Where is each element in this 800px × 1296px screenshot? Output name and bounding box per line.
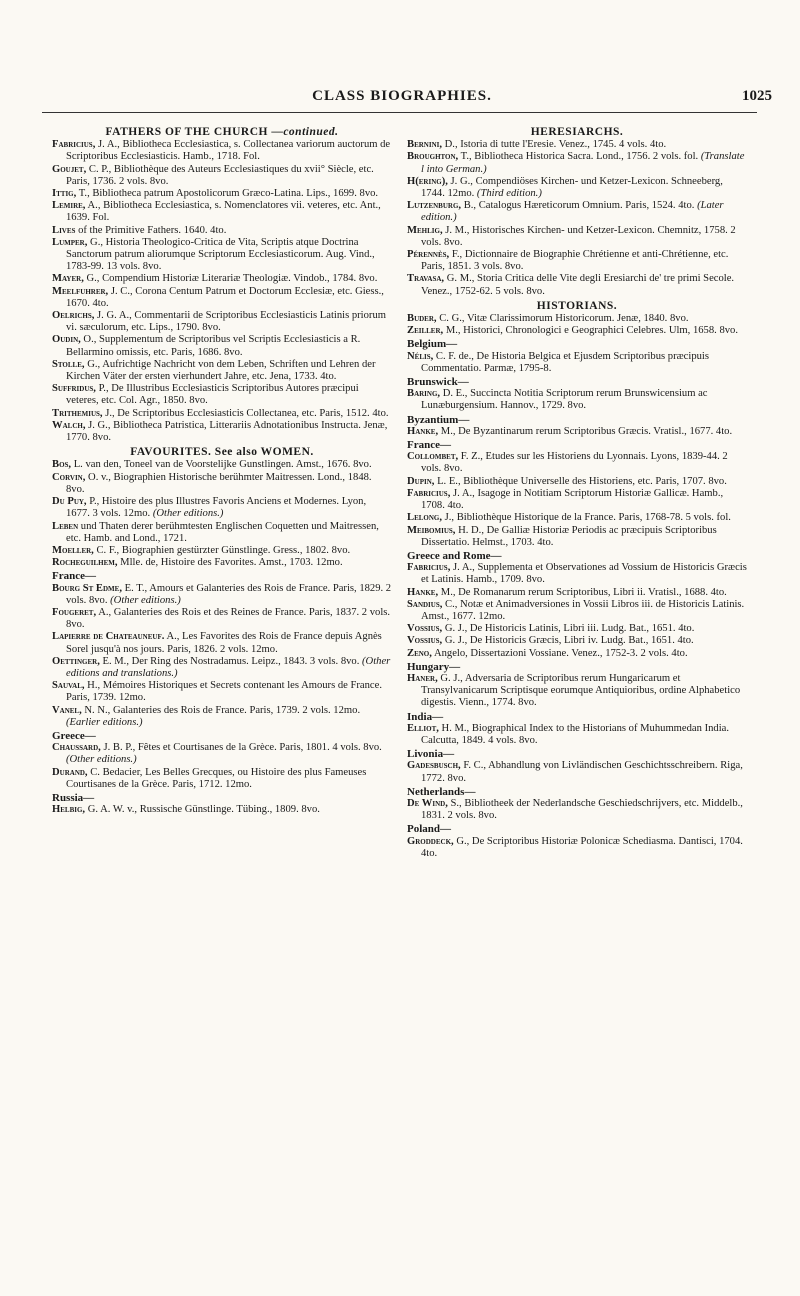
entry-text: J. A., Isagoge in Notitiam Scriptorum Historiæ Gallicæ. Hamb., 1708. 4to. xyxy=(421,487,724,512)
entry-text: J., Bibliothèque Historique de la France. Paris, 1768-78. 5 vols. fol. xyxy=(442,512,731,524)
bibliography-entry xyxy=(407,648,747,660)
subheading-france-historians: France— xyxy=(407,439,451,452)
france-historians-list xyxy=(407,451,747,549)
entry-author: Fabricius, xyxy=(407,487,451,499)
fathers-heading-label: FATHERS OF THE CHURCH — xyxy=(105,126,284,138)
entry-text: H. D., De Galliæ Historiæ Periodis ac præcipuis Scriptoribus Dissertatio. Helmst., 1703. 4to. xyxy=(421,524,717,548)
bibliography-entry xyxy=(52,359,392,383)
entry-text: B., Catalogus Hæreticorum Omnium. Paris, 1524. 4to. xyxy=(461,200,695,212)
running-title: CLASS BIOGRAPHIES. xyxy=(312,88,492,104)
bibliography-entry xyxy=(407,225,747,249)
page-number: 1025 xyxy=(742,88,772,104)
entry-text: G., De Scriptoribus Historiæ Polonicæ Schediasma. Dantisci, 1704. 4to. xyxy=(421,835,743,859)
entry-text: G. A. W. v., Russische Günstlinge. Tübing., 1809. 8vo. xyxy=(85,804,320,816)
entry-author: Vossius, xyxy=(407,623,443,635)
entry-author: Oelrichs, xyxy=(52,310,95,322)
entry-text: C. F., Biographien gestürzter Günstlinge. Gress., 1802. 8vo. xyxy=(93,544,351,556)
entry-author: Mayer, xyxy=(52,273,84,285)
entry-author: De Wind, xyxy=(407,797,448,809)
entry-text: M., Historici, Chronologici e Geographici Celebres. Ulm, 1658. 8vo. xyxy=(443,325,738,337)
favourites-list xyxy=(52,459,392,569)
entry-author: Trithemius, xyxy=(52,407,103,419)
bibliography-entry xyxy=(407,273,747,297)
entry-author: Buder, xyxy=(407,313,437,325)
entry-author: Travasa, xyxy=(407,273,445,285)
entry-author: Gadesbusch, xyxy=(407,760,461,772)
bibliography-entry xyxy=(407,673,747,710)
bibliography-entry xyxy=(407,723,747,747)
entry-text: C. F. de., De Historia Belgica et Ejusdem Scriptoribus præcipuis Commentatio. Parmæ, 1795-8. xyxy=(421,350,709,374)
bibliography-entry xyxy=(407,623,747,635)
bibliography-entry xyxy=(407,451,747,475)
bibliography-entry xyxy=(52,742,392,766)
entry-text: J. A., Bibliotheca Ecclesiastica, s. Collectanea variorum auctorum de Scriptoribus Ecclesiasticis. Hamb., 1718. Fol. xyxy=(66,139,391,163)
entry-author: Haner, xyxy=(407,672,438,684)
byzantium-list xyxy=(407,426,747,438)
section-heading-fathers xyxy=(52,126,392,138)
entry-author: Collombet, xyxy=(407,451,459,463)
entry-text: J. G., Bibliotheca Patristica, Litterariis Adnotationibus Instructa. Jenæ, 1770. 8vo. xyxy=(66,419,388,444)
belgium-list xyxy=(407,351,747,375)
entry-author: Hanke, xyxy=(407,586,439,598)
entry-author: Meibomius, xyxy=(407,524,456,536)
fathers-heading-continued: continued. xyxy=(283,126,339,138)
bibliography-entry xyxy=(407,836,747,860)
bibliography-entry xyxy=(52,680,392,704)
entry-author: Pérennès, xyxy=(407,249,450,261)
bibliography-entry xyxy=(52,225,392,237)
entry-text: C. P., Bibliothèque des Auteurs Ecclesiastiques du xvii° Siècle, etc. Paris, 1736. 2 vols. 8vo. xyxy=(66,163,374,187)
subheading-greece-favourites: Greece— xyxy=(52,729,96,742)
entry-text: G. J., De Historicis Græcis, Libri iv. Ludg. Bat., 1651. 4to. xyxy=(442,635,694,647)
entry-text: J. C., Corona Centum Patrum et Doctorum Ecclesiæ, etc. Giess., 1670. 4to. xyxy=(66,285,384,309)
bibliography-entry xyxy=(407,760,747,784)
entry-text: G., Aufrichtige Nachricht von dem Leben, Schriften und Lehren der Kirchen Väter der ersten vierhundert Jahre, etc. Jena, 1733. 4to. xyxy=(66,358,376,383)
entry-note: (Other editions and translations.) xyxy=(66,655,391,679)
entry-text: F. C., Abhandlung von Livländischen Geschichtsschreibern. Riga, 1772. 8vo. xyxy=(421,760,743,784)
entry-text: N. N., Galanteries des Rois de France. Paris, 1739. 2 vols. 12mo. xyxy=(81,704,361,716)
entry-author: Chaussard, xyxy=(52,742,101,754)
entry-author: Helbig, xyxy=(52,804,86,816)
entry-text: G., Compendium Historiæ Literariæ Theologiæ. Vindob., 1784. 8vo. xyxy=(83,273,378,285)
entry-author: Oudin, xyxy=(52,334,81,346)
entry-text: Angelo, Dissertazioni Vossiane. Venez., 1752-3. 2 vols. 4to. xyxy=(431,647,688,659)
subheading-russia: Russia— xyxy=(52,791,95,804)
entry-text: M., De Byzantinarum rerum Scriptoribus Græcis. Vratisl., 1677. 4to. xyxy=(438,425,733,437)
entry-author: Oettinger, xyxy=(52,655,100,667)
bibliography-entry xyxy=(52,420,392,444)
bibliography-entry xyxy=(407,512,747,524)
entry-text: L. van den, Toneel van de Voorstelijke Gunstlingen. Amst., 1676. 8vo. xyxy=(71,459,372,471)
entry-author: Bos, xyxy=(52,459,72,471)
entry-author: Dupin, xyxy=(407,475,435,487)
subheading-greece-rome: Greece and Rome— xyxy=(407,549,502,562)
entry-text: C., Notæ et Animadversiones in Vossii Libros iii. de Historicis Latinis. Amst., 1677. 12mo. xyxy=(421,598,745,622)
entry-author: Vanel, xyxy=(52,704,82,716)
bibliography-entry xyxy=(52,334,392,358)
historians-list xyxy=(407,313,747,337)
bibliography-entry xyxy=(407,200,747,224)
entry-author: Lumper, xyxy=(52,236,88,248)
entry-author: H(ering), xyxy=(407,175,448,187)
subheading-belgium: Belgium— xyxy=(407,338,458,351)
entry-text: J. G. A., Commentarii de Scriptoribus Ecclesiasticis Latinis priorum vi. sæculorum, etc. Lips., 1790. 8vo. xyxy=(66,310,386,334)
bibliography-entry xyxy=(407,587,747,599)
bibliography-entry xyxy=(407,488,747,512)
bibliography-entry xyxy=(52,472,392,496)
bibliography-entry xyxy=(407,562,747,586)
entry-author: Meelfuhrer, xyxy=(52,285,109,297)
entry-note: (Other editions.) xyxy=(152,508,224,520)
bibliography-entry xyxy=(52,583,392,607)
bibliography-entry xyxy=(52,557,392,569)
bibliography-entry xyxy=(407,351,747,375)
greece-favourites-list xyxy=(52,742,392,791)
bibliography-entry xyxy=(407,139,747,151)
bibliography-entry xyxy=(52,521,392,545)
entry-text: J. M., Historisches Kirchen- und Ketzer-Lexicon. Chemnitz, 1758. 2 vols. 8vo. xyxy=(421,224,736,248)
entry-author: Lapierre de Chateauneuf. xyxy=(52,631,165,643)
entry-author: Suffridus, xyxy=(52,383,96,395)
entry-author: Du Puy, xyxy=(52,496,87,508)
entry-text: L. E., Bibliothèque Universelle des Historiens, etc. Paris, 1707. 8vo. xyxy=(434,475,727,487)
bibliography-entry xyxy=(52,139,392,163)
entry-text: Mlle. de, Histoire des Favorites. Amst., 1703. 12mo. xyxy=(117,557,343,569)
running-header xyxy=(32,88,772,108)
brunswick-list xyxy=(407,388,747,412)
bibliography-entry xyxy=(52,164,392,188)
poland-list xyxy=(407,836,747,860)
entry-text: D. E., Succincta Notitia Scriptorum rerum Brunswicensium ac Lunæburgensium. Hannov., 1729. 8vo. xyxy=(421,388,708,412)
entry-note: (Other editions.) xyxy=(66,754,137,766)
bibliography-entry xyxy=(407,388,747,412)
entry-text: S., Bibliotheek der Nederlandsche Geschiedschrijvers, etc. Middelb., 1831. 2 vols. 8vo. xyxy=(421,797,743,822)
bibliography-entry xyxy=(407,525,747,549)
entry-text: A., Galanteries des Rois et des Reines de France. Paris, 1837. 2 vols. 8vo. xyxy=(66,606,391,631)
entry-author: Zeiller, xyxy=(407,325,444,337)
entry-author: Mehlig, xyxy=(407,224,443,236)
russia-list xyxy=(52,804,392,816)
subheading-brunswick: Brunswick— xyxy=(407,376,469,389)
subheading-netherlands: Netherlands— xyxy=(407,785,476,798)
header-rule xyxy=(42,112,757,113)
entry-author: Lutzenburg, xyxy=(407,200,462,212)
bibliography-entry xyxy=(52,188,392,200)
bibliography-entry xyxy=(407,426,747,438)
subheading-france-favourites: France— xyxy=(52,570,96,583)
bibliography-entry xyxy=(52,656,392,680)
entry-text: J. G., Compendiöses Kirchen- und Ketzer-Lexicon. Schneeberg, 1744. 12mo. xyxy=(421,175,723,200)
entry-text: und Thaten derer berühmtesten Englischen Coquetten und Maitressen, etc. Hamb. and Lond., 1721. xyxy=(66,520,379,544)
entry-author: Fabricius, xyxy=(407,562,451,574)
entry-text: E. T., Amours et Galanteries des Rois de France. Paris, 1829. 2 vols. 8vo. xyxy=(66,582,392,606)
entry-author: Walch, xyxy=(52,419,86,431)
section-heading-historians: HISTORIANS. xyxy=(536,299,618,312)
bibliography-entry xyxy=(407,176,747,200)
bibliography-entry xyxy=(407,476,747,488)
bibliography-entry xyxy=(52,705,392,729)
entry-author: Moeller, xyxy=(52,544,94,556)
section-heading-favourites: FAVOURITES. See also WOMEN. xyxy=(130,446,314,459)
entry-author: Sandius, xyxy=(407,598,443,610)
entry-text: E. M., Der Ring des Nostradamus. Leipz., 1843. 3 vols. 8vo. xyxy=(99,655,360,667)
entry-author: Lelong, xyxy=(407,512,442,524)
entry-text: O. v., Biographien Historische berühmter Maitressen. Lond., 1848. 8vo. xyxy=(66,471,372,495)
hungary-list xyxy=(407,673,747,710)
bibliography-entry xyxy=(407,635,747,647)
bibliography-entry xyxy=(407,313,747,325)
entry-text: P., Histoire des plus Illustres Favoris Anciens et Modernes. Lyon, 1677. 3 vols. 12mo. xyxy=(66,496,367,520)
entry-author: Durand, xyxy=(52,766,88,778)
entry-text: G., Historia Theologico-Critica de Vita, Scriptis atque Doctrina Sanctorum patrum aliorumque Scriptorum Ecclesiasticorum. Aug. Vind., 1783-99. 13 vols. 8vo. xyxy=(66,236,375,273)
entry-author: Goujet, xyxy=(52,163,87,175)
entry-author: Leben xyxy=(52,520,79,532)
bibliography-entry xyxy=(52,408,392,420)
entry-author: Nélis, xyxy=(407,350,434,362)
entry-author: Rocheguilhem, xyxy=(52,557,118,569)
entry-note: (Later edition.) xyxy=(421,200,724,224)
subheading-poland: Poland— xyxy=(407,823,452,836)
bibliography-entry xyxy=(52,459,392,471)
entry-text: H., Mémoires Historiques et Secrets contenant les Amours de France. Paris, 1739. 12mo. xyxy=(66,680,382,704)
entry-text: T., Bibliotheca patrum Apostolicorum Græco-Latina. Lips., 1699. 8vo. xyxy=(76,188,379,200)
bibliography-entry xyxy=(52,767,392,791)
entry-text: M., De Romanarum rerum Scriptoribus, Libri ii. Vratisl., 1688. 4to. xyxy=(438,586,727,598)
entry-note: (Other editions.) xyxy=(110,594,181,606)
bibliography-entry xyxy=(407,249,747,273)
bibliography-entry xyxy=(407,798,747,822)
entry-author: Elliot, xyxy=(407,722,439,734)
entry-author: Baring, xyxy=(407,388,441,400)
entry-text: G. J., Adversaria de Scriptoribus rerum Hungaricarum et Transylvanicarum Scriptisque eorumque Antiquioribus, ordine Alphabetico digestis. Vienn., 1774. 8vo. xyxy=(421,672,741,709)
netherlands-list xyxy=(407,798,747,822)
entry-text: O., Supplementum de Scriptoribus vel Scriptis Ecclesiasticis a R. Bellarmino omissis, etc. Paris, 1686. 8vo. xyxy=(66,334,361,358)
bibliography-entry xyxy=(52,607,392,631)
bibliography-entry xyxy=(407,325,747,337)
subheading-livonia: Livonia— xyxy=(407,748,455,761)
entry-author: Fabricius, xyxy=(52,139,96,151)
entry-author: Bourg St Edme, xyxy=(52,582,122,594)
entry-author: Fougeret, xyxy=(52,606,97,618)
india-list xyxy=(407,723,747,747)
bibliography-entry xyxy=(52,310,392,334)
entry-text: J., De Scriptoribus Ecclesiasticis Collectanea, etc. Paris, 1512. 4to. xyxy=(102,407,389,419)
bibliography-entry xyxy=(407,599,747,623)
entry-author: Lives xyxy=(52,224,76,236)
livonia-list xyxy=(407,760,747,784)
entry-text: of the Primitive Fathers. 1640. 4to. xyxy=(75,224,227,236)
entry-note: (Earlier editions.) xyxy=(66,716,143,728)
bibliography-entry xyxy=(52,286,392,310)
bibliography-entry xyxy=(52,545,392,557)
left-column xyxy=(52,124,392,816)
right-column xyxy=(407,124,747,860)
entry-text: A., Les Favorites des Rois de France depuis Agnès Sorel jusqu'à nos jours. Paris, 1826. 2 vols. 12mo. xyxy=(66,631,382,655)
entry-text: C. Bedacier, Les Belles Grecques, ou Histoire des plus Fameuses Courtisanes de la Grèce. Paris, 1712. 12mo. xyxy=(66,766,367,790)
entry-author: Hanke, xyxy=(407,425,439,437)
entry-author: Sauval, xyxy=(52,680,85,692)
bibliography-entry xyxy=(52,273,392,285)
bibliography-entry xyxy=(52,496,392,520)
greece-rome-list xyxy=(407,562,747,660)
subheading-hungary: Hungary— xyxy=(407,660,461,673)
entry-text: J. B. P., Fêtes et Courtisanes de la Grèce. Paris, 1801. 4 vols. 8vo. xyxy=(100,742,382,754)
entry-note: (Third edition.) xyxy=(476,188,542,200)
entry-text: H. M., Biographical Index to the Historians of Muhummedan India. Calcutta, 1849. 4 vols. 8vo. xyxy=(421,722,729,746)
entry-text: G. J., De Historicis Latinis, Libri iii. Ludg. Bat., 1651. 4to. xyxy=(442,623,695,635)
bibliography-entry xyxy=(52,237,392,274)
entry-author: Broughton, xyxy=(407,151,459,163)
entry-author: Bernini, xyxy=(407,139,442,151)
entry-text: F. Z., Etudes sur les Historiens du Lyonnais. Lyons, 1839-44. 2 vols. 8vo. xyxy=(421,451,728,475)
bibliography-entry xyxy=(407,151,747,175)
entry-text: C. G., Vitæ Clarissimorum Historicorum. Jenæ, 1840. 8vo. xyxy=(436,313,689,325)
section-heading-heresiarchs: HERESIARCHS. xyxy=(530,126,624,138)
entry-text: F., Dictionnaire de Biographie Chrétienne et anti-Chrétienne, etc. Paris, 1851. 3 vols. 8vo. xyxy=(421,249,729,273)
bibliography-entry xyxy=(52,383,392,407)
subheading-byzantium: Byzantium— xyxy=(407,413,470,426)
entry-author: Corvin, xyxy=(52,471,86,483)
entry-author: Zeno, xyxy=(407,647,432,659)
entry-text: D., Istoria di tutte l'Eresie. Venez., 1745. 4 vols. 4to. xyxy=(442,139,667,151)
heresiarchs-list xyxy=(407,139,747,298)
fathers-list xyxy=(52,139,392,444)
entry-author: Lemire, xyxy=(52,200,86,212)
entry-text: P., De Illustribus Ecclesiasticis Scriptoribus Autores præcipui veteres, etc. Col. Agr., 1850. 8vo. xyxy=(66,383,359,407)
entry-text: G. M., Storia Critica delle Vite degli Eresiarchi de' tre primi Secole. Venez., 1752-62. 5 vols. 8vo. xyxy=(421,273,735,297)
entry-author: Vossius, xyxy=(407,635,443,647)
entry-text: T., Bibliotheca Historica Sacra. Lond., 1756. 2 vols. fol. xyxy=(458,151,699,163)
entry-author: Stolle, xyxy=(52,358,85,370)
bibliography-entry xyxy=(52,804,392,816)
entry-author: Ittig, xyxy=(52,188,77,200)
entry-text: J. A., Supplementa et Observationes ad Vossium de Historicis Græcis et Latinis. Hamb., 1709. 8vo. xyxy=(421,562,747,586)
bibliography-entry xyxy=(52,631,392,655)
entry-author: Groddeck, xyxy=(407,835,454,847)
entry-note: (Translate l into German.) xyxy=(421,151,745,175)
france-favourites-list xyxy=(52,583,392,729)
bibliography-entry xyxy=(52,200,392,224)
subheading-india: India— xyxy=(407,710,444,723)
entry-text: A., Bibliotheca Ecclesiastica, s. Nomenclatores vii. veteres, etc. Ant., 1639. Fol. xyxy=(66,200,381,224)
